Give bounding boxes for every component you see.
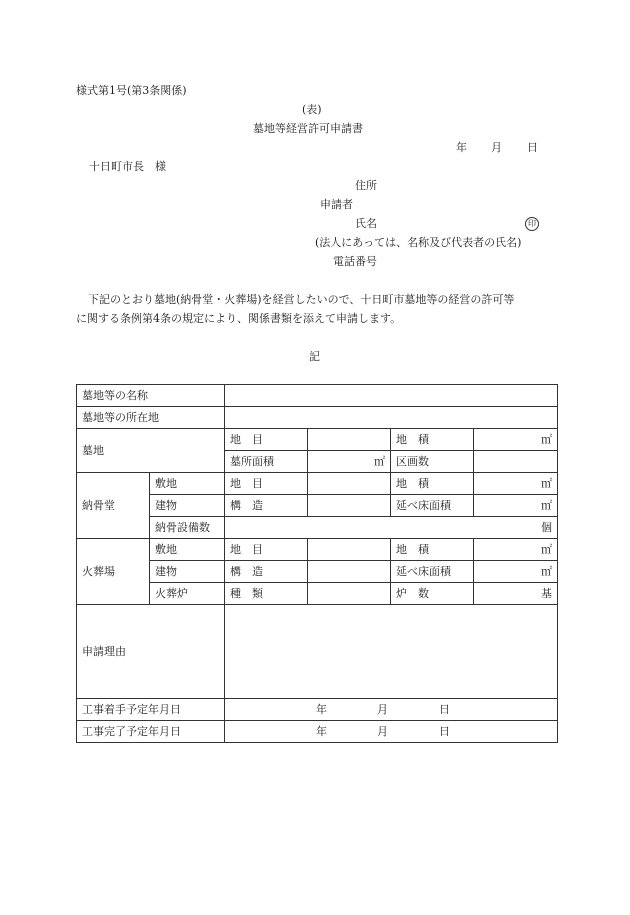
addressee: 十日町市長 様 (89, 160, 166, 173)
ossuary-capacity-field[interactable] (225, 517, 558, 539)
cemetery-label: 墓地 (77, 429, 225, 473)
crematorium-kind-field[interactable] (308, 583, 391, 605)
crematorium-floor-area-label: 延べ床面積 (391, 561, 474, 583)
form-side: (表) (302, 103, 322, 116)
unit-pieces: 個 (541, 520, 552, 534)
crematorium-land-category-label: 地 目 (225, 539, 308, 561)
ossuary-floor-area-field[interactable] (474, 495, 558, 517)
cemetery-plot-area-label: 墓所面積 (225, 451, 308, 473)
crematorium-kind-label: 種 類 (225, 583, 308, 605)
reason-label: 申請理由 (77, 605, 225, 699)
crematorium-building-label: 建物 (150, 561, 225, 583)
cemetery-land-area-label: 地 積 (391, 429, 474, 451)
end-month: 月 (377, 724, 388, 738)
unit-m2: ㎡ (374, 454, 385, 468)
applicant-label: 申請者 (320, 198, 353, 211)
row-cemetery-1 (77, 429, 558, 451)
row-facility-name (77, 385, 558, 407)
ossuary-land-area-field[interactable] (474, 473, 558, 495)
ossuary-building-label: 建物 (150, 495, 225, 517)
phone-label: 電話番号 (333, 255, 377, 268)
cemetery-land-category-label: 地 目 (225, 429, 308, 451)
row-facility-location (77, 407, 558, 429)
row-crematorium-1 (77, 539, 558, 561)
ossuary-floor-area-label: 延べ床面積 (391, 495, 474, 517)
ki-heading: 記 (309, 350, 320, 363)
date-month: 月 (491, 141, 502, 154)
page-title: 墓地等経営許可申請書 (253, 122, 363, 135)
date-year: 年 (456, 141, 467, 154)
start-day: 日 (439, 702, 450, 716)
start-year: 年 (316, 702, 327, 716)
end-year: 年 (316, 724, 327, 738)
ossuary-site-label: 敷地 (150, 473, 225, 495)
start-month: 月 (377, 702, 388, 716)
cemetery-plot-count-field[interactable] (474, 451, 558, 473)
ossuary-land-category-label: 地 目 (225, 473, 308, 495)
crematorium-land-area-field[interactable] (474, 539, 558, 561)
facility-location-field[interactable] (225, 407, 558, 429)
start-date-field[interactable] (225, 699, 558, 721)
crematorium-site-label: 敷地 (150, 539, 225, 561)
address-label: 住所 (355, 179, 377, 192)
reason-field[interactable] (225, 605, 558, 699)
cemetery-land-area-field[interactable] (474, 429, 558, 451)
cemetery-plot-count-label: 区画数 (391, 451, 474, 473)
crematorium-label: 火葬場 (77, 539, 150, 605)
crematorium-floor-area-field[interactable] (474, 561, 558, 583)
cemetery-plot-area-field[interactable] (308, 451, 391, 473)
facility-location-label: 墓地等の所在地 (77, 407, 225, 429)
row-start-date (77, 699, 558, 721)
unit-m2: ㎡ (541, 432, 552, 446)
unit-m2: ㎡ (541, 542, 552, 556)
end-date-label: 工事完了予定年月日 (77, 721, 225, 743)
cemetery-land-category-field[interactable] (308, 429, 391, 451)
corporation-note: (法人にあっては、名称及び代表者の氏名) (315, 236, 522, 249)
facility-name-label: 墓地等の名称 (77, 385, 225, 407)
row-ossuary-1 (77, 473, 558, 495)
crematorium-land-area-label: 地 積 (391, 539, 474, 561)
end-day: 日 (439, 724, 450, 738)
crematorium-furnace-label: 火葬炉 (150, 583, 225, 605)
unit-m2: ㎡ (541, 476, 552, 490)
date-day: 日 (527, 141, 538, 154)
body-text-line1: 下記のとおり墓地(納骨堂・火葬場)を経営したいので、十日町市墓地等の経営の許可等 (88, 293, 515, 306)
row-end-date (77, 721, 558, 743)
unit-count: 基 (541, 586, 552, 600)
ossuary-label: 納骨堂 (77, 473, 150, 539)
crematorium-land-category-field[interactable] (308, 539, 391, 561)
row-crematorium-3 (77, 583, 558, 605)
ossuary-land-area-label: 地 積 (391, 473, 474, 495)
seal-mark: 印 (525, 217, 539, 231)
name-label: 氏名 (355, 217, 377, 230)
start-date-label: 工事着手予定年月日 (77, 699, 225, 721)
row-ossuary-2 (77, 495, 558, 517)
ossuary-capacity-label: 納骨設備数 (150, 517, 225, 539)
crematorium-furnace-count-label: 炉 数 (391, 583, 474, 605)
ossuary-structure-field[interactable] (308, 495, 391, 517)
unit-m2: ㎡ (541, 564, 552, 578)
row-crematorium-2 (77, 561, 558, 583)
facility-name-field[interactable] (225, 385, 558, 407)
end-date-field[interactable] (225, 721, 558, 743)
row-ossuary-3 (77, 517, 558, 539)
form-number: 様式第1号(第3条関係) (76, 84, 187, 97)
row-reason (77, 605, 558, 699)
crematorium-furnace-count-field[interactable] (474, 583, 558, 605)
crematorium-structure-label: 構 造 (225, 561, 308, 583)
application-table (76, 384, 558, 743)
body-text-line2: に関する条例第4条の規定により、関係書類を添えて申請します。 (76, 312, 402, 325)
ossuary-land-category-field[interactable] (308, 473, 391, 495)
unit-m2: ㎡ (541, 498, 552, 512)
crematorium-structure-field[interactable] (308, 561, 391, 583)
ossuary-structure-label: 構 造 (225, 495, 308, 517)
